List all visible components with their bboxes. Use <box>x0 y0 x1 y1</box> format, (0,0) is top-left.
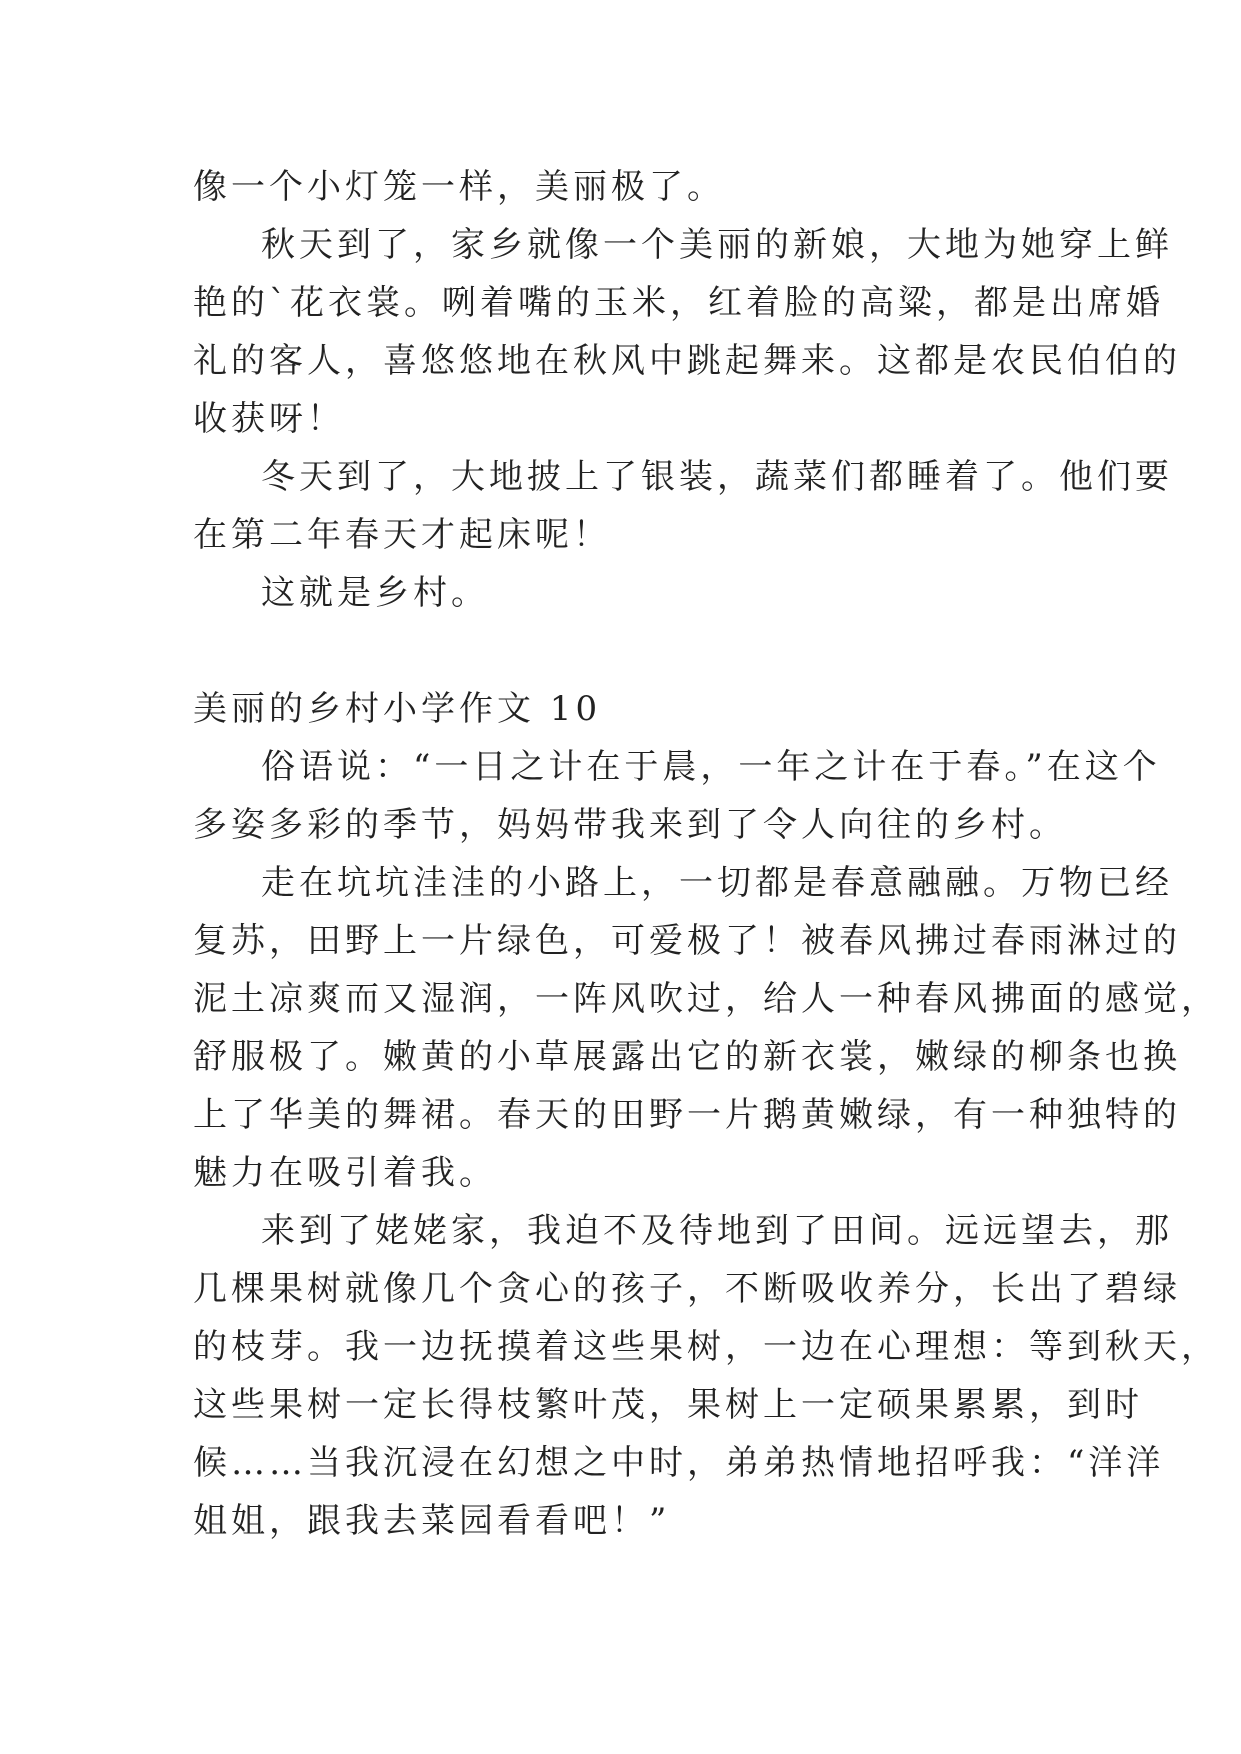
text-line: 像一个小灯笼一样，美丽极了。 <box>193 167 725 207</box>
text-line: 复苏，田野上一片绿色，可爱极了！被春风拂过春雨淋过的 <box>193 921 1181 961</box>
text-line: 舒服极了。嫩黄的小草展露出它的新衣裳，嫩绿的柳条也换 <box>193 1037 1181 1077</box>
text-line: 姐姐，跟我去菜园看看吧！” <box>193 1501 671 1541</box>
text-line: 候……当我沉浸在幻想之中时，弟弟热情地招呼我：“洋洋 <box>193 1443 1165 1483</box>
text-line: 礼的客人，喜悠悠地在秋风中跳起舞来。这都是农民伯伯的 <box>193 341 1181 381</box>
text-line: 俗语说：“一日之计在于晨，一年之计在于春。”在这个 <box>261 747 1161 787</box>
text-line: 这就是乡村。 <box>261 573 489 613</box>
text-line: 冬天到了，大地披上了银装，蔬菜们都睡着了。他们要 <box>261 457 1173 497</box>
document-body <box>193 158 1219 1550</box>
text-line: 走在坑坑洼洼的小路上，一切都是春意融融。万物已经 <box>261 863 1173 903</box>
section-gap <box>193 622 1053 680</box>
text-line: 多姿多彩的季节，妈妈带我来到了令人向往的乡村。 <box>193 805 1067 845</box>
text-line: 艳的`花衣裳。咧着嘴的玉米，红着脸的高粱，都是出席婚 <box>193 283 1164 323</box>
text-line: 这些果树一定长得枝繁叶茂，果树上一定硕果累累，到时 <box>193 1385 1143 1425</box>
section-title: 美丽的乡村小学作文 10 <box>193 689 602 729</box>
text-line: 上了华美的舞裙。春天的田野一片鹅黄嫩绿，有一种独特的 <box>193 1095 1181 1135</box>
text-line: 的枝芽。我一边抚摸着这些果树，一边在心理想：等到秋天， <box>193 1327 1219 1367</box>
text-line: 在第二年春天才起床呢！ <box>193 515 611 555</box>
text-line: 来到了姥姥家，我迫不及待地到了田间。远远望去，那 <box>261 1211 1173 1251</box>
text-line: 收获呀！ <box>193 399 345 439</box>
text-line: 几棵果树就像几个贪心的孩子，不断吸收养分，长出了碧绿 <box>193 1269 1181 1309</box>
text-line: 魅力在吸引着我。 <box>193 1153 497 1193</box>
text-line: 秋天到了，家乡就像一个美丽的新娘，大地为她穿上鲜 <box>261 225 1173 265</box>
text-line: 泥土凉爽而又湿润，一阵风吹过，给人一种春风拂面的感觉， <box>193 979 1219 1019</box>
